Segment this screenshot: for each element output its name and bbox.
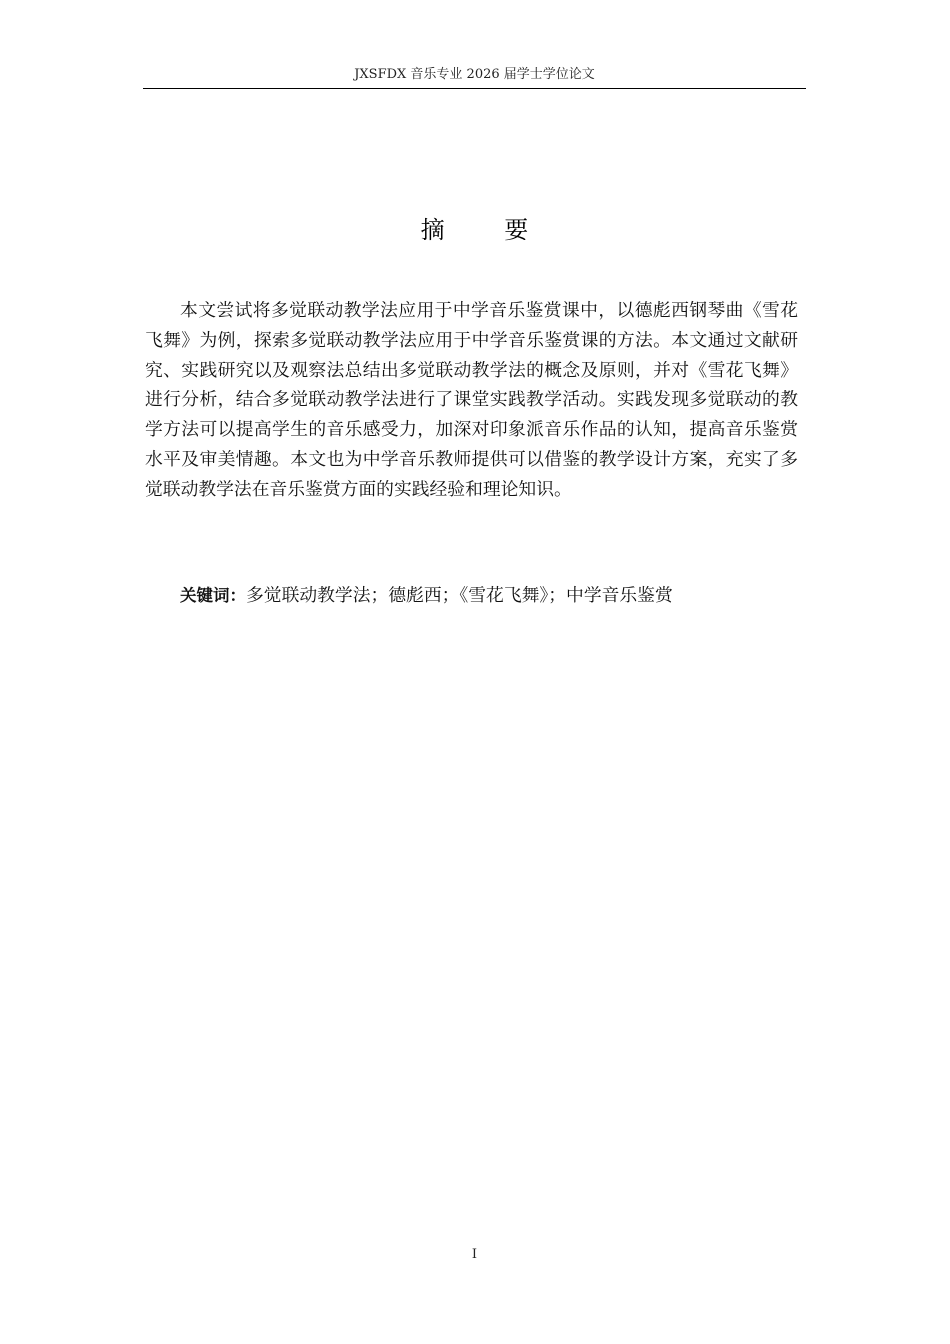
abstract-title: 摘 要 xyxy=(420,216,555,244)
keywords-label: 关键词： xyxy=(180,586,246,605)
running-title: JXSFDX 音乐专业 2026 届学士学位论文 xyxy=(354,67,595,82)
page-header xyxy=(143,66,806,89)
keywords-value: 多觉联动教学法；德彪西；《雪花飞舞》；中学音乐鉴赏 xyxy=(246,585,673,606)
abstract-body: 本文尝试将多觉联动教学法应用于中学音乐鉴赏课中，以德彪西钢琴曲《雪花飞舞》为例，探索多觉联动教学法应用于中学音乐鉴赏课的方法。本文通过文献研究、实践研究以及观察法总结出多觉联动教学法的概念及原则，并对《雪花飞舞》进行分析，结合多觉联动教学法进行了课堂实践教学活动。实践发现多觉联动的教学方法可以提高学生的音乐感受力，加深对印象派音乐作品的认知，提高音乐鉴赏水平及审美情趣。本文也为中学音乐教师提供可以借鉴的教学设计方案，充实了多觉联动教学法在音乐鉴赏方面的实践经验和理论知识。 xyxy=(145,300,798,500)
keywords-line xyxy=(180,581,800,611)
page-number: I xyxy=(471,1247,478,1262)
